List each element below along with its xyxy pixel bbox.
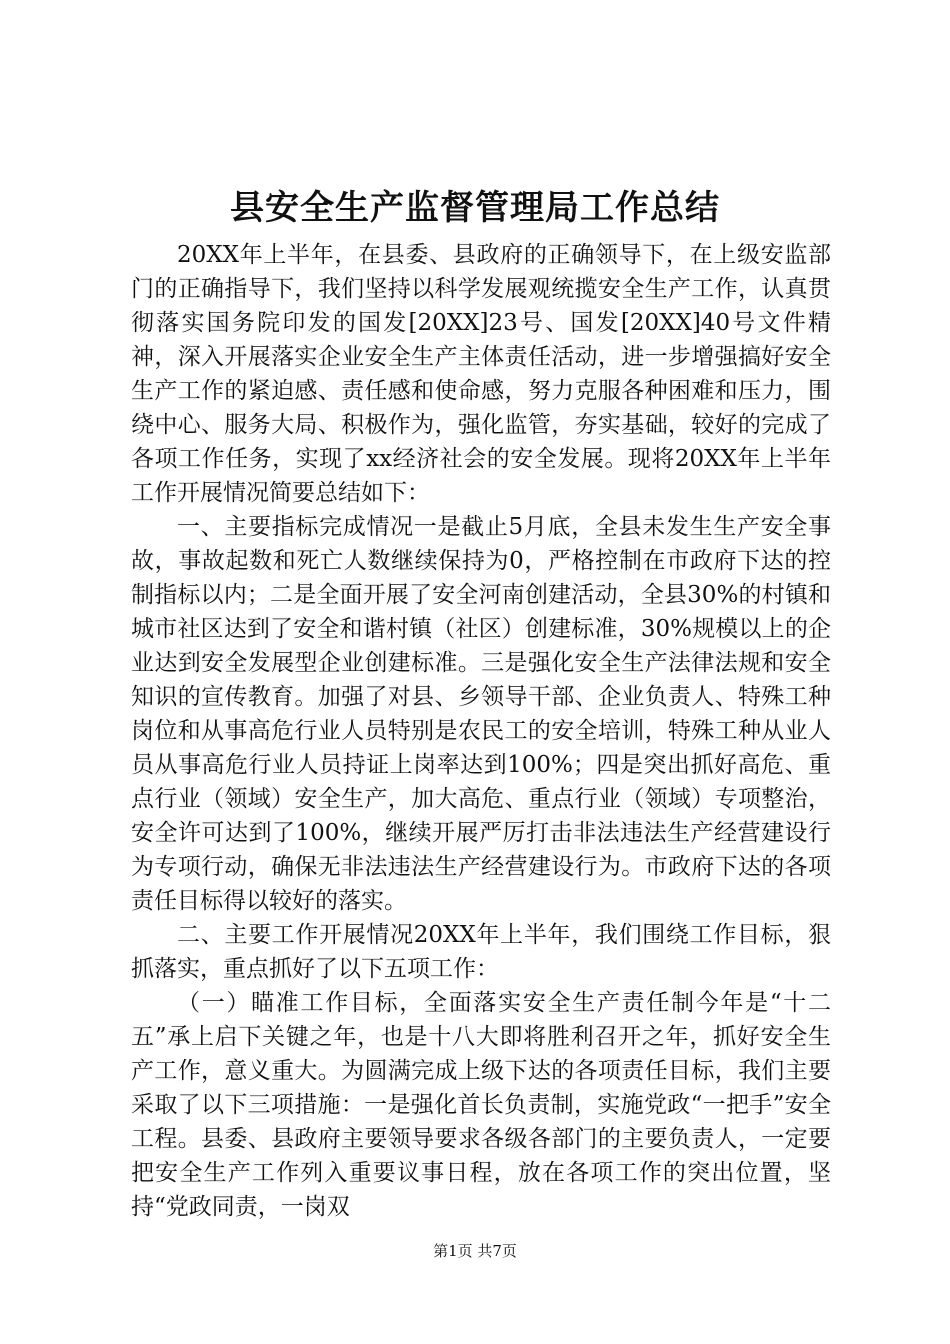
- document-title: 县安全生产监督管理局工作总结: [230, 188, 720, 228]
- paragraph-main-indicators: 一、主要指标完成情况一是截止5月底，全县未发生生产安全事故，事故起数和死亡人数继续保持为0，严格控制在市政府下达的控制指标以内；二是全面开展了安全河南创建活动，全县30%的村镇和城市社区达到了安全和谐村镇（社区）创建标准，30%规模以上的企业达到安全发展型企业创建标准。三是强化安全生产法律法规和安全知识的宣传教育。加强了对县、乡领导干部、企业负责人、特殊工种岗位和从事高危行业人员特别是农民工的安全培训，特殊工种从业人员从事高危行业人员持证上岗率达到100%；四是突出抓好高危、重点行业（领域）安全生产，加大高危、重点行业（领域）专项整治，安全许可达到了100%，继续开展严厉打击非法违法生产经营建设行为专项行动，确保无非法违法生产经营建设行为。市政府下达的各项责任目标得以较好的落实。: [131, 514, 831, 914]
- paragraph-section-one: （一）瞄准工作目标，全面落实安全生产责任制今年是“十二五”承上启下关键之年，也是十八大即将胜利召开之年，抓好安全生产工作，意义重大。为圆满完成上级下达的各项责任目标，我们主要采取了以下三项措施：一是强化首长负责制，实施党政“一把手”安全工程。县委、县政府主要领导要求各级各部门的主要负责人，一定要把安全生产工作列入重要议事日程，放在各项工作的突出位置，坚持“党政同责，一岗双: [131, 990, 831, 1220]
- document-body: [131, 238, 831, 1224]
- paragraph-intro: 20XX年上半年，在县委、县政府的正确领导下，在上级安监部门的正确指导下，我们坚持以科学发展观统揽安全生产工作，认真贯彻落实国务院印发的国发[20XX]23号、国发[20XX]40号文件精神，深入开展落实企业安全生产主体责任活动，进一步增强搞好安全生产工作的紧迫感、责任感和使命感，努力克服各种困难和压力，围绕中心、服务大局、积极作为，强化监管，夯实基础，较好的完成了各项工作任务，实现了xx经济社会的安全发展。现将20XX年上半年工作开展情况简要总结如下：: [131, 242, 831, 506]
- paragraph-main-work: 二、主要工作开展情况20XX年上半年，我们围绕工作目标，狠抓落实，重点抓好了以下五项工作：: [131, 922, 831, 982]
- page-number-footer: 第1页 共7页: [433, 1242, 517, 1260]
